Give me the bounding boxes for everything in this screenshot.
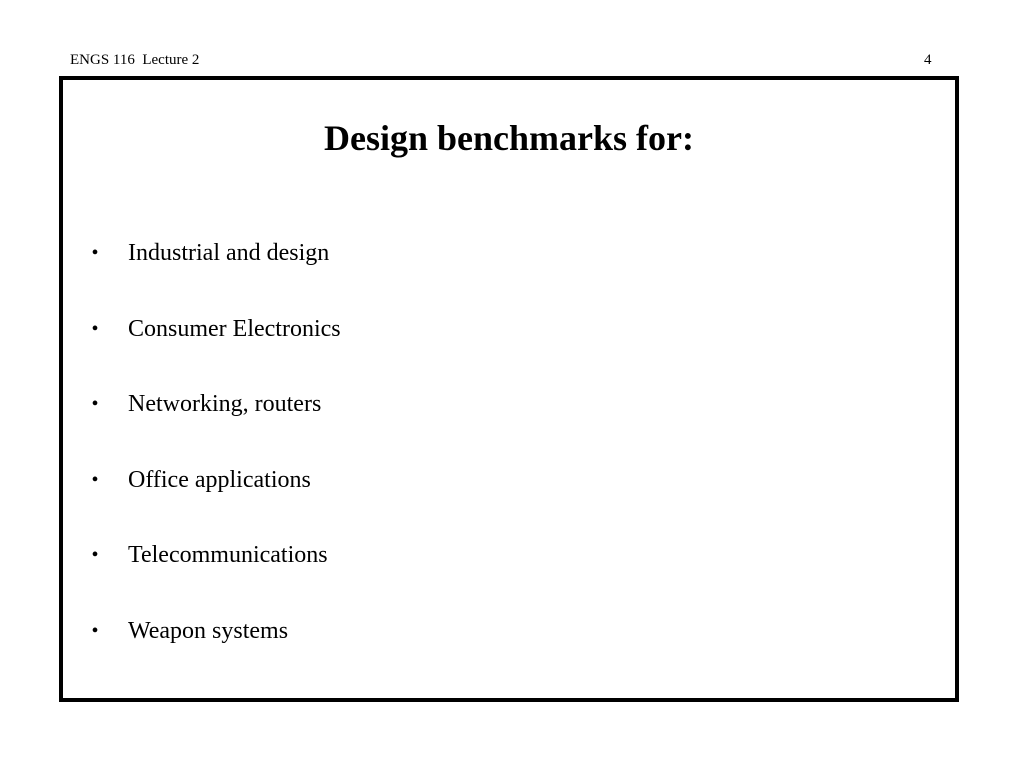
- page-number: 4: [924, 52, 932, 68]
- bullet-icon: •: [91, 242, 99, 264]
- list-item-text: Weapon systems: [128, 617, 289, 644]
- bullet-icon: •: [91, 393, 99, 416]
- bullet-icon: •: [91, 619, 99, 642]
- list-item-text: Industrial and design: [128, 240, 330, 266]
- list-item-text: Office applications: [128, 466, 311, 493]
- slide-frame: [59, 76, 959, 702]
- list-item-text: Telecommunications: [128, 542, 328, 569]
- list-item-text: Consumer Electronics: [128, 315, 341, 342]
- header-course-label: ENGS 116 Lecture 2: [70, 52, 200, 68]
- list-item-text: Networking, routers: [128, 391, 322, 418]
- slide-title: Design benchmarks for:: [324, 118, 694, 158]
- bullet-icon: •: [91, 544, 99, 567]
- bullet-icon: •: [91, 468, 99, 491]
- bullet-icon: •: [91, 317, 99, 340]
